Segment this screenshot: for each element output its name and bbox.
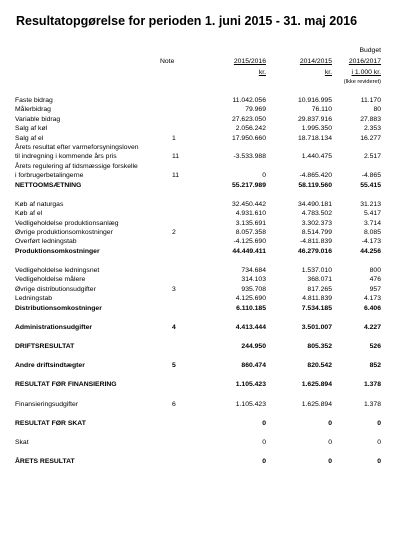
row-label: Variable bidrag (15, 115, 61, 123)
row-label: Faste bidrag (15, 97, 53, 104)
row-value-budget-2016-2017: 800 (369, 267, 381, 274)
row-label: Målerbidrag (15, 106, 51, 114)
row-value-2015-2016: 4.125.690 (235, 295, 266, 303)
row-label: RESULTAT FØR SKAT (15, 419, 86, 427)
row-value-budget-2016-2017: 476 (369, 276, 381, 284)
row-value-2014-2015: 817.265 (307, 285, 332, 293)
row-value-budget-2016-2017: 2.517 (363, 153, 381, 161)
row-value-2014-2015: 0 (328, 419, 332, 427)
table-row (0, 304, 400, 314)
row-value-budget-2016-2017: 526 (369, 343, 381, 350)
row-label: ÅRETS RESULTAT (15, 458, 75, 466)
row-value-2015-2016: 55.217.989 (231, 181, 266, 189)
col3-budget-label: Budget (359, 47, 381, 54)
row-value-2015-2016: -4.125.690 (233, 238, 266, 246)
col2-period: 2014/2015 (299, 58, 332, 65)
row-value-2014-2015: 368.071 (307, 276, 332, 284)
row-label: Finansieringsudgifter (15, 400, 79, 408)
row-value-2014-2015: -4.811.839 (300, 238, 332, 246)
row-value-budget-2016-2017: 16.277 (360, 134, 381, 142)
row-value-2015-2016: 6.110.185 (236, 304, 266, 312)
row-value-2014-2015: 4.811.839 (302, 295, 332, 303)
row-value-2014-2015: 1.625.894 (301, 381, 332, 389)
table-row (0, 247, 400, 257)
row-value-2015-2016: 2.056.242 (235, 125, 266, 133)
row-value-budget-2016-2017: 0 (377, 419, 381, 427)
col3-unit: i 1.000 kr. (351, 69, 381, 76)
col2-unit: kr. (324, 69, 332, 76)
row-value-2014-2015: 805.352 (307, 343, 332, 350)
row-note: 6 (172, 400, 176, 408)
row-value-budget-2016-2017: 5.417 (363, 210, 381, 218)
row-value-2015-2016: 3.135.691 (235, 219, 266, 227)
row-note: 11 (172, 172, 180, 180)
row-value-2015-2016: -3.533.988 (233, 153, 266, 161)
row-note: 5 (172, 362, 176, 370)
row-label: til indregning i kommende års pris (15, 153, 117, 161)
row-value-2014-2015: 10.916.995 (297, 97, 332, 104)
row-value-2015-2016: 314.103 (241, 276, 266, 284)
row-value-budget-2016-2017: 11.170 (360, 97, 381, 104)
row-value-budget-2016-2017: 4.173 (363, 295, 381, 303)
row-note: 3 (172, 285, 176, 293)
row-value-budget-2016-2017: 852 (369, 362, 381, 370)
row-value-budget-2016-2017: 8.085 (363, 229, 381, 236)
row-label: Overført ledningstab (15, 238, 77, 246)
row-label: Årets regulering af tidsmæssige forskelle (15, 162, 138, 170)
row-note: 4 (172, 323, 176, 331)
row-value-budget-2016-2017: 80 (373, 106, 381, 114)
table-row (0, 380, 400, 390)
row-label: Produktionsomkostninger (15, 247, 100, 255)
row-value-budget-2016-2017: 55.415 (360, 181, 381, 189)
row-value-2015-2016: 17.950.660 (231, 134, 266, 142)
row-label: NETTOOMSÆTNING (15, 181, 82, 189)
row-value-2014-2015: 76.110 (311, 106, 332, 114)
row-value-2014-2015: 3.501.007 (301, 323, 332, 331)
table-row (0, 457, 400, 467)
table-row (0, 181, 400, 191)
row-label: RESULTAT FØR FINANSIERING (15, 381, 117, 389)
row-label: DRIFTSRESULTAT (15, 343, 75, 350)
row-value-budget-2016-2017: 957 (369, 285, 381, 293)
row-value-2014-2015: 1.625.894 (301, 400, 332, 408)
row-label: Andre driftsindtægter (15, 362, 85, 370)
row-label: Vedligeholdelse ledningsnet (15, 267, 100, 274)
col3-period: 2016/2017 (348, 58, 381, 65)
row-label: Skat (15, 439, 29, 446)
row-label: Salg af el (15, 134, 44, 142)
table-row (0, 323, 400, 333)
row-label: Køb af el (15, 210, 43, 218)
table-row (0, 361, 400, 371)
row-value-budget-2016-2017: 44.256 (360, 247, 381, 255)
row-value-2015-2016: 935.708 (241, 285, 266, 293)
row-value-2014-2015: 18.718.134 (297, 134, 332, 142)
row-value-2014-2015: 0 (328, 458, 332, 466)
row-value-2014-2015: 3.302.373 (301, 219, 332, 227)
row-value-2015-2016: 1.105.423 (235, 381, 266, 389)
row-label: Salg af køl (15, 125, 48, 133)
row-value-2014-2015: -4.865.420 (299, 172, 332, 180)
col3-not-audited: (Ikke revideret) (343, 79, 381, 85)
table-row (0, 342, 400, 352)
row-value-budget-2016-2017: 0 (377, 458, 381, 466)
row-value-budget-2016-2017: 3.714 (363, 219, 381, 227)
row-value-2015-2016: 27.623.050 (231, 115, 266, 123)
row-value-2015-2016: 4.931.610 (235, 210, 266, 218)
row-value-budget-2016-2017: 1.378 (363, 381, 381, 389)
row-value-2014-2015: 46.279.016 (297, 247, 332, 255)
row-note: 2 (172, 229, 176, 236)
row-value-2015-2016: 860.474 (241, 362, 266, 370)
row-label: Vedligeholdelse produktionsanlæg (15, 219, 119, 227)
row-label: Øvrige produktionsomkostninger (15, 229, 113, 236)
row-value-2015-2016: 11.042.056 (232, 97, 266, 104)
row-value-2014-2015: 1.537.010 (301, 267, 332, 274)
row-label: Ledningstab (15, 295, 53, 303)
col1-unit: kr. (258, 69, 266, 76)
row-label: Årets resultat efter varmeforsyningsloven (15, 144, 139, 151)
row-value-2015-2016: 79.969 (245, 106, 266, 114)
note-header-label: Note (160, 58, 175, 65)
row-value-budget-2016-2017: 27.883 (360, 115, 381, 123)
note-column-header (160, 56, 180, 67)
row-value-2014-2015: 820.542 (307, 362, 332, 370)
row-value-2015-2016: 0 (262, 439, 266, 446)
row-value-2015-2016: 44.449.411 (232, 247, 266, 255)
row-value-budget-2016-2017: 0 (377, 439, 381, 446)
row-value-2014-2015: 34.490.181 (297, 200, 332, 208)
row-note: 11 (172, 153, 180, 161)
column-header-budget (344, 45, 381, 87)
row-value-2014-2015: 1.440.475 (301, 153, 332, 161)
page-title: Resultatopgørelse for perioden 1. juni 2015 - 31. maj 2016 (16, 14, 358, 28)
column-header-2014-2015 (300, 56, 332, 78)
row-value-2015-2016: 32.450.442 (231, 200, 266, 208)
row-value-budget-2016-2017: 6.406 (363, 304, 381, 312)
row-value-2014-2015: 8.514.799 (301, 229, 332, 236)
row-value-budget-2016-2017: 1.378 (363, 400, 381, 408)
row-label: i forbrugerbetalingerne (15, 172, 84, 180)
table-row (0, 438, 400, 448)
row-value-2015-2016: 1.105.423 (235, 400, 266, 408)
table-row (0, 400, 400, 410)
row-note: 1 (172, 134, 176, 142)
row-value-2014-2015: 7.534.185 (301, 304, 332, 312)
row-value-2014-2015: 1.995.350 (301, 125, 332, 133)
row-value-2015-2016: 0 (262, 419, 266, 427)
row-label: Køb af naturgas (15, 200, 64, 208)
row-value-2015-2016: 8.057.358 (235, 229, 266, 236)
row-value-budget-2016-2017: -4.865 (361, 172, 381, 180)
row-value-2014-2015: 29.837.916 (297, 115, 332, 123)
col1-period: 2015/2016 (233, 58, 266, 65)
row-value-2015-2016: 4.413.444 (235, 323, 266, 331)
row-label: Vedligeholdelse målere (15, 276, 86, 284)
row-value-budget-2016-2017: -4.173 (361, 238, 381, 246)
row-value-2015-2016: 0 (262, 172, 266, 180)
row-value-2014-2015: 0 (328, 439, 332, 446)
row-value-2014-2015: 58.119.560 (298, 181, 332, 189)
row-value-2015-2016: 0 (262, 458, 266, 466)
column-header-2015-2016 (234, 56, 266, 78)
table-row (0, 419, 400, 429)
row-label: Øvrige distributionsudgifter (15, 285, 96, 293)
row-value-budget-2016-2017: 2.353 (363, 125, 381, 133)
row-value-budget-2016-2017: 31.213 (360, 200, 381, 208)
row-label: Distributionsomkostninger (15, 304, 102, 312)
row-value-budget-2016-2017: 4.227 (363, 323, 381, 331)
row-value-2015-2016: 734.684 (241, 267, 266, 274)
row-value-2015-2016: 244.950 (241, 343, 266, 350)
row-value-2014-2015: 4.783.502 (301, 210, 332, 218)
row-label: Administrationsudgifter (15, 323, 93, 331)
